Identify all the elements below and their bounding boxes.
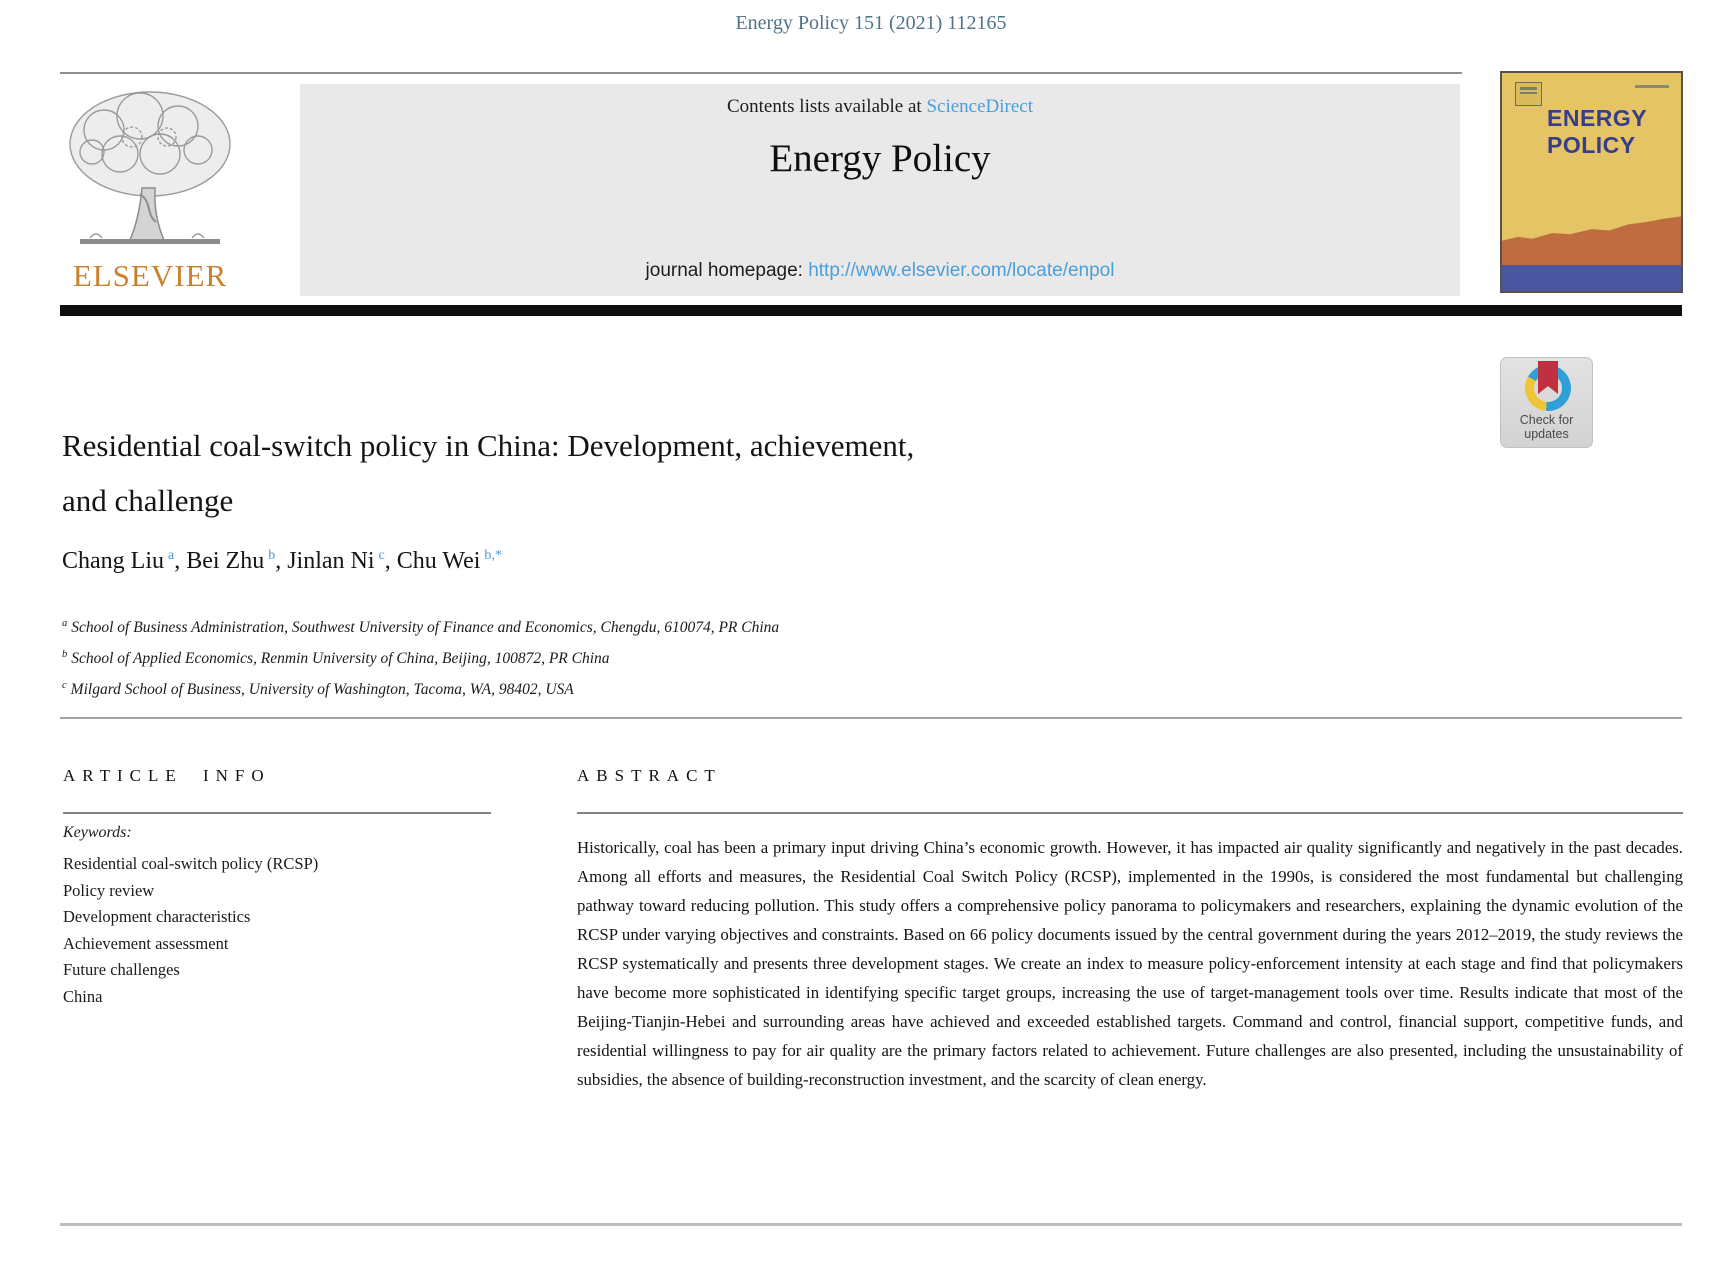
article-info-heading: ARTICLE INFO — [63, 766, 271, 785]
affiliation: $^b$ School of Applied Economics, Renmin University of China, Beijing, 100872, PR China — [62, 649, 610, 668]
journal-cover-thumbnail — [1500, 71, 1683, 293]
section-divider-rule — [60, 717, 1682, 719]
journal-banner — [300, 84, 1460, 296]
journal-citation: Energy Policy 151 (2021) 112165 — [735, 12, 1007, 34]
abstract-text: Historically, coal has been a primary input driving China’s economic growth. However, it has impacted air quality significantly and negatively in the past decades. Among all efforts and measures, the Residential Coal Switch Policy (RCSP), implemented in the 1990s, is considered the most fundamental but challenging pathway toward reducing pollution. This study offers a comprehensive policy panorama to policymakers and researchers, explaining the dynamic evolution of the RCSP under varying objectives and constraints. Based on 66 policy documents issued by the central government during the years 2012–2019, the study reviews the RCSP systematically and presents three development stages. We create an index to measure policy-enforcement intensity at each stage and find that policymakers have become more sophisticated in identifying specific target groups, increasing the use of target-management tools over time. Results indicate that most of the Beijing-Tianjin-Hebei and surrounding areas have achieved and exceeded established targets. Command and control, financial support, competitive funds, and residential willingness to pay for air quality are the primary factors related to achievement. Future challenges are also presented, including the unsustainability of subsidies, the absence of building-reconstruction investment, and the scarcity of clean energy. — [577, 838, 1683, 1089]
cover-title-line2: POLICY — [1547, 132, 1636, 158]
keyword-item: Residential coal-switch policy (RCSP) — [63, 854, 319, 873]
keyword-item: Policy review — [63, 880, 155, 900]
elsevier-wordmark: ELSEVIER — [72, 258, 228, 293]
abstract-heading: ABSTRACT — [577, 766, 722, 785]
keyword-item: Development characteristics — [63, 907, 251, 926]
affiliation-list — [62, 610, 779, 703]
header-top-rule — [60, 72, 1462, 74]
author-affiliation-sup: b — [268, 548, 276, 563]
contents-line — [300, 96, 1460, 118]
keywords-list — [63, 851, 318, 1010]
author: Jinlan Ni $^c$, — [287, 548, 397, 574]
article-title — [62, 418, 914, 528]
sciencedirect-link[interactable]: ScienceDirect — [926, 96, 1034, 117]
journal-name: Energy Policy — [769, 137, 991, 180]
cover-title — [1547, 105, 1647, 159]
check-for-updates-badge[interactable] — [1500, 357, 1593, 448]
cover-issn-mark — [1635, 85, 1669, 88]
contents-line-prefix: Contents lists available at — [726, 96, 927, 117]
check-badge-label — [1501, 413, 1592, 441]
article-title-line2: and challenge — [62, 483, 234, 518]
cover-mountain-art — [1502, 201, 1681, 265]
author-affiliation-sup: b,* — [484, 548, 502, 563]
cover-bottom-band — [1502, 265, 1681, 291]
homepage-line — [300, 260, 1460, 282]
keywords-label: Keywords: — [63, 824, 132, 841]
cover-title-line1: ENERGY — [1547, 105, 1648, 131]
author-affiliation-sup: a — [168, 548, 175, 563]
affiliation: $^a$ School of Business Administration, Southwest University of Finance and Economics, Chengdu, 610074, PR China — [62, 618, 780, 637]
elsevier-logo — [62, 82, 238, 294]
check-badge-line2: updates — [1524, 427, 1569, 441]
author: Chang Liu $^a$, — [62, 548, 187, 574]
author: Bei Zhu $^b$, — [186, 548, 288, 574]
author-affiliation-sup: c — [378, 548, 385, 563]
keyword-item: Achievement assessment — [63, 933, 229, 953]
header-divider-bar — [60, 305, 1682, 316]
affiliation: $^c$ Milgard School of Business, University of Washington, Tacoma, WA, 98402, USA — [62, 680, 574, 699]
cover-publisher-mark-icon — [1515, 82, 1542, 106]
homepage-url-link[interactable]: http://www.elsevier.com/locate/enpol — [808, 260, 1115, 281]
keyword-item: China — [63, 986, 103, 1006]
author: Chu Wei $^{b,*}$ — [396, 548, 502, 574]
page-bottom-rule — [60, 1223, 1682, 1226]
abstract-rule — [577, 812, 1683, 814]
article-info-rule — [63, 812, 491, 814]
elsevier-tree-icon — [62, 82, 238, 254]
article-title-line1: Residential coal-switch policy in China: Development, achievement, — [62, 428, 915, 463]
homepage-prefix: journal homepage: — [645, 260, 809, 281]
keyword-item: Future challenges — [63, 960, 180, 979]
author-list — [62, 548, 502, 575]
check-badge-line1: Check for — [1519, 413, 1574, 427]
